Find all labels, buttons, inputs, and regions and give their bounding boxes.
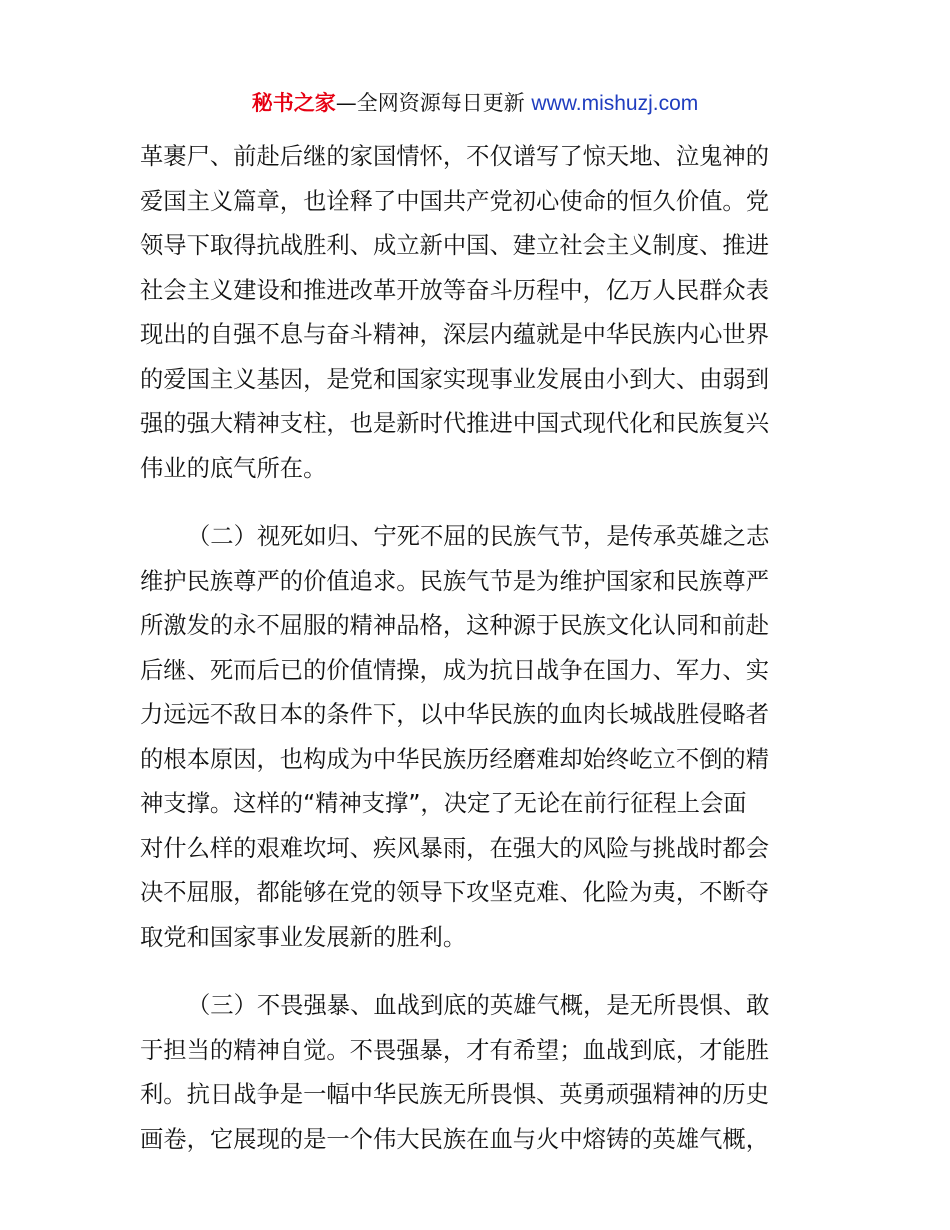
text-line: 革裹尸、前赴后继的家国情怀，不仅谱写了惊天地、泣鬼神的	[140, 143, 770, 170]
site-url-link[interactable]: www.mishuzj.com	[531, 92, 699, 115]
text-line: 于担当的精神自觉。不畏强暴，才有希望；血战到底，才能胜	[140, 1036, 770, 1064]
paragraph	[140, 135, 812, 491]
text-line: 强的强大精神支柱，也是新时代推进中国式现代化和民族复兴	[140, 410, 770, 437]
text-line: 维护民族尊严的价值追求。民族气节是为维护国家和民族尊严	[140, 567, 770, 595]
text-line: 领导下取得抗战胜利、成立新中国、建立社会主义制度、推进	[140, 232, 770, 259]
site-tagline: —全网资源每日更新	[335, 91, 525, 115]
text-line: 后继、死而后已的价值情操，成为抗日战争在国力、军力、实	[140, 656, 770, 684]
text-line: 所激发的永不屈服的精神品格，这种源于民族文化认同和前赴	[140, 612, 770, 639]
text-line: 神支撑。这样的“精神支撑”，决定了无论在前行征程上会面	[140, 790, 747, 817]
site-header	[0, 88, 950, 119]
paragraph	[140, 515, 812, 960]
text-line: 利。抗日战争是一幅中华民族无所畏惧、英勇顽强精神的历史	[140, 1081, 770, 1108]
document-body	[140, 135, 812, 1162]
text-line: 取党和国家事业发展新的胜利。	[140, 923, 467, 951]
text-line: 的爱国主义基因，是党和国家实现事业发展由小到大、由弱到	[140, 365, 770, 393]
text-line: （三）不畏强暴、血战到底的英雄气概，是无所畏惧、敢	[187, 992, 770, 1019]
text-line: 画卷，它展现的是一个伟大民族在血与火中熔铸的英雄气概，	[140, 1125, 770, 1153]
text-line: 力远远不敌日本的条件下，以中华民族的血肉长城战胜侵略者	[140, 701, 770, 728]
paragraph	[140, 984, 812, 1162]
text-line: 的根本原因，也构成为中华民族历经磨难却始终屹立不倒的精	[140, 745, 770, 773]
text-line: 现出的自强不息与奋斗精神，深层内蕴就是中华民族内心世界	[140, 321, 770, 348]
text-line: 伟业的底气所在。	[140, 454, 327, 482]
text-line: 社会主义建设和推进改革开放等奋斗历程中，亿万人民群众表	[140, 276, 770, 304]
text-line: 爱国主义篇章，也诠释了中国共产党初心使命的恒久价值。党	[140, 187, 770, 215]
text-line: 决不屈服，都能够在党的领导下攻坚克难、化险为夷，不断夺	[140, 879, 770, 906]
text-line: 对什么样的艰难坎坷、疾风暴雨，在强大的风险与挑战时都会	[140, 834, 770, 862]
text-line: （二）视死如归、宁死不屈的民族气节，是传承英雄之志	[187, 523, 770, 550]
site-brand-name: 秘书之家	[251, 91, 336, 115]
